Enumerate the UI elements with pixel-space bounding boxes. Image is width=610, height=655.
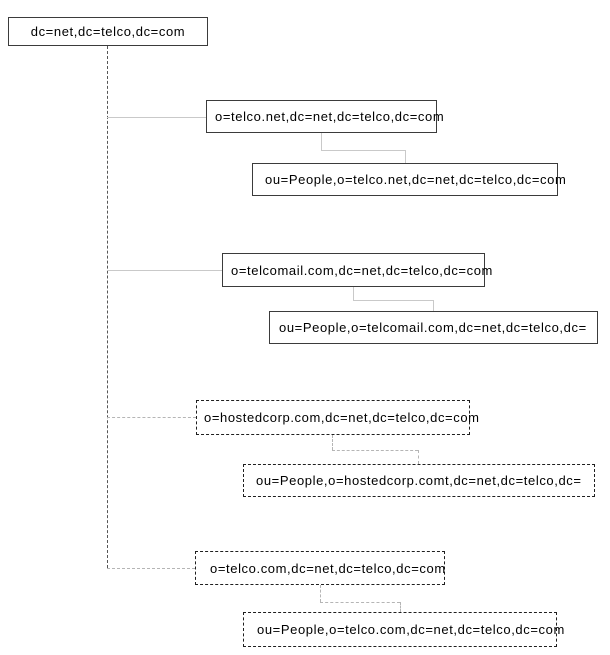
tree-node-telco-com-people-label: ou=People,o=telco.com,dc=net,dc=telco,dc=com [257, 622, 565, 637]
branch-connector-telco-com [107, 568, 195, 569]
tree-node-telco-com-label: o=telco.com,dc=net,dc=telco,dc=com [210, 560, 446, 576]
tree-node-hostedcorp-people-label: ou=People,o=hostedcorp.comt,dc=net,dc=telco,dc= [256, 473, 582, 488]
tree-node-hostedcorp [196, 400, 480, 435]
tree-node-telco-net-people-label: ou=People,o=telco.net,dc=net,dc=telco,dc=com [265, 172, 567, 187]
elbow-connector-telco-com-people-down1 [320, 585, 321, 602]
tree-node-telco-net [206, 100, 445, 133]
tree-node-telco-net-people [252, 163, 567, 196]
elbow-connector-telcomail-people-down2 [433, 300, 434, 311]
tree-node-telcomail-label: o=telcomail.com,dc=net,dc=telco,dc=com [231, 262, 493, 278]
elbow-connector-hostedcorp-people-down1 [332, 435, 333, 450]
tree-node-root-label: dc=net,dc=telco,dc=com [30, 24, 186, 39]
tree-node-hostedcorp-people [243, 464, 595, 497]
elbow-connector-telco-net-people-down1 [321, 133, 322, 150]
tree-node-telcomail-people-label: ou=People,o=telcomail.com,dc=net,dc=telco,dc= [279, 320, 587, 335]
root-trunk-connector [107, 46, 108, 568]
tree-node-telcomail-people [269, 311, 598, 344]
elbow-connector-telcomail-people-across [353, 300, 433, 301]
elbow-connector-telco-com-people-down2 [400, 602, 401, 612]
elbow-connector-telco-net-people-down2 [405, 150, 406, 163]
tree-node-telcomail [222, 253, 493, 287]
branch-connector-telcomail [107, 270, 222, 271]
tree-node-telco-com-people [243, 612, 565, 647]
tree-node-telco-com [195, 551, 445, 585]
elbow-connector-hostedcorp-people-across [332, 450, 418, 451]
branch-connector-telco-net [107, 117, 206, 118]
elbow-connector-telco-com-people-across [320, 602, 400, 603]
tree-node-telco-net-label: o=telco.net,dc=net,dc=telco,dc=com [215, 109, 445, 124]
branch-connector-hostedcorp [107, 417, 196, 418]
tree-node-hostedcorp-label: o=hostedcorp.com,dc=net,dc=telco,dc=com [204, 410, 480, 425]
elbow-connector-telcomail-people-down1 [353, 287, 354, 300]
elbow-connector-hostedcorp-people-down2 [418, 450, 419, 464]
elbow-connector-telco-net-people-across [321, 150, 405, 151]
tree-node-root [8, 17, 208, 46]
